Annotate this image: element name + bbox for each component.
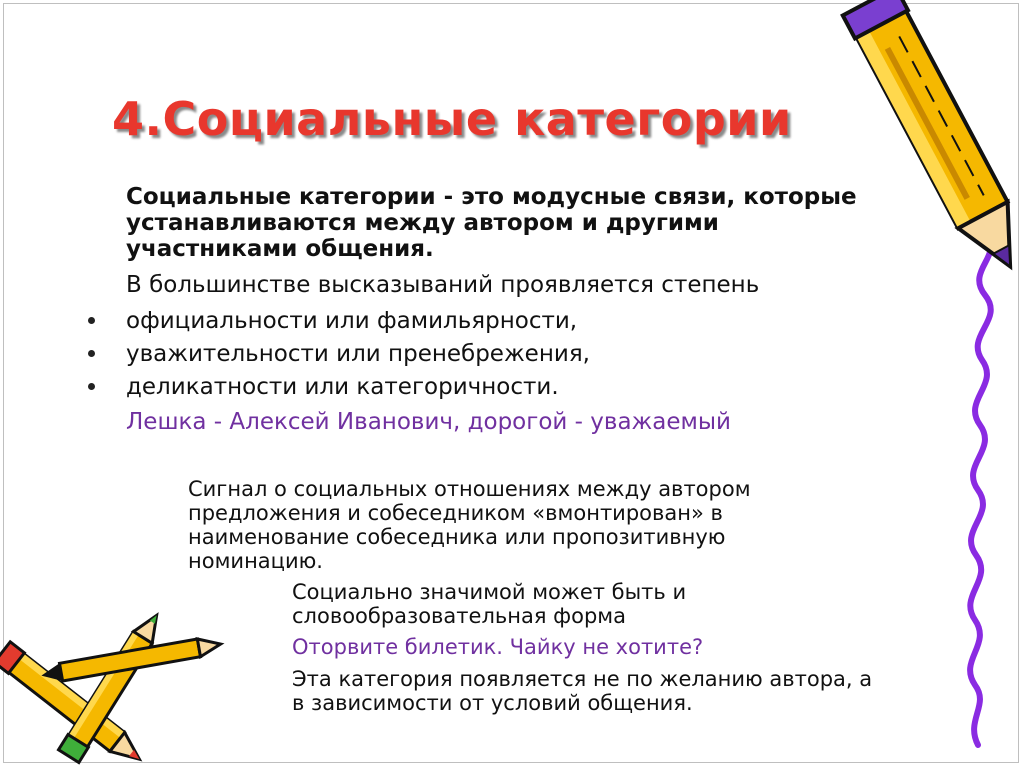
intro-text: В большинстве высказываний проявляется степень — [126, 272, 760, 298]
crossed-pencils-icon — [0, 609, 222, 768]
definition-line-1: Социальные категории - это модусные связи, которые — [126, 184, 857, 210]
conclusion-line-2: в зависимости от условий общения. — [292, 691, 693, 715]
conclusion-line-1: Эта категория появляется не по желанию автора, а — [292, 667, 873, 691]
bullet-dot — [88, 350, 95, 357]
definition-line-2: устанавливаются между автором и другими — [126, 210, 719, 236]
signal-line-2: предложения и собеседником «вмонтирован» в — [188, 501, 723, 525]
word-form-line-1: Социально значимой может быть и — [292, 580, 687, 604]
bullet-item: официальности или фамильярности, — [126, 308, 578, 334]
example-text: Оторвите билетик. Чайку не хотите? — [292, 635, 704, 659]
signal-line-1: Сигнал о социальных отношениях между автором — [188, 477, 751, 501]
signal-line-3: наименование собеседника или пропозитивную — [188, 525, 726, 549]
wavy-line-decoration — [970, 235, 991, 745]
pencil-icon — [843, 0, 1024, 280]
bullet-dot — [88, 317, 95, 324]
signal-line-4: номинацию. — [188, 549, 323, 573]
bullet-item: уважительности или пренебрежения, — [126, 341, 590, 367]
bullet-dot — [88, 383, 95, 390]
definition-line-3: участниками общения. — [126, 236, 434, 262]
slide-title: 4.Социальные категории — [112, 92, 792, 146]
word-form-line-2: словообразовательная форма — [292, 604, 627, 628]
example-text: Лешка - Алексей Иванович, дорогой - уважаемый — [126, 409, 731, 435]
bullet-item: деликатности или категоричности. — [126, 374, 559, 400]
